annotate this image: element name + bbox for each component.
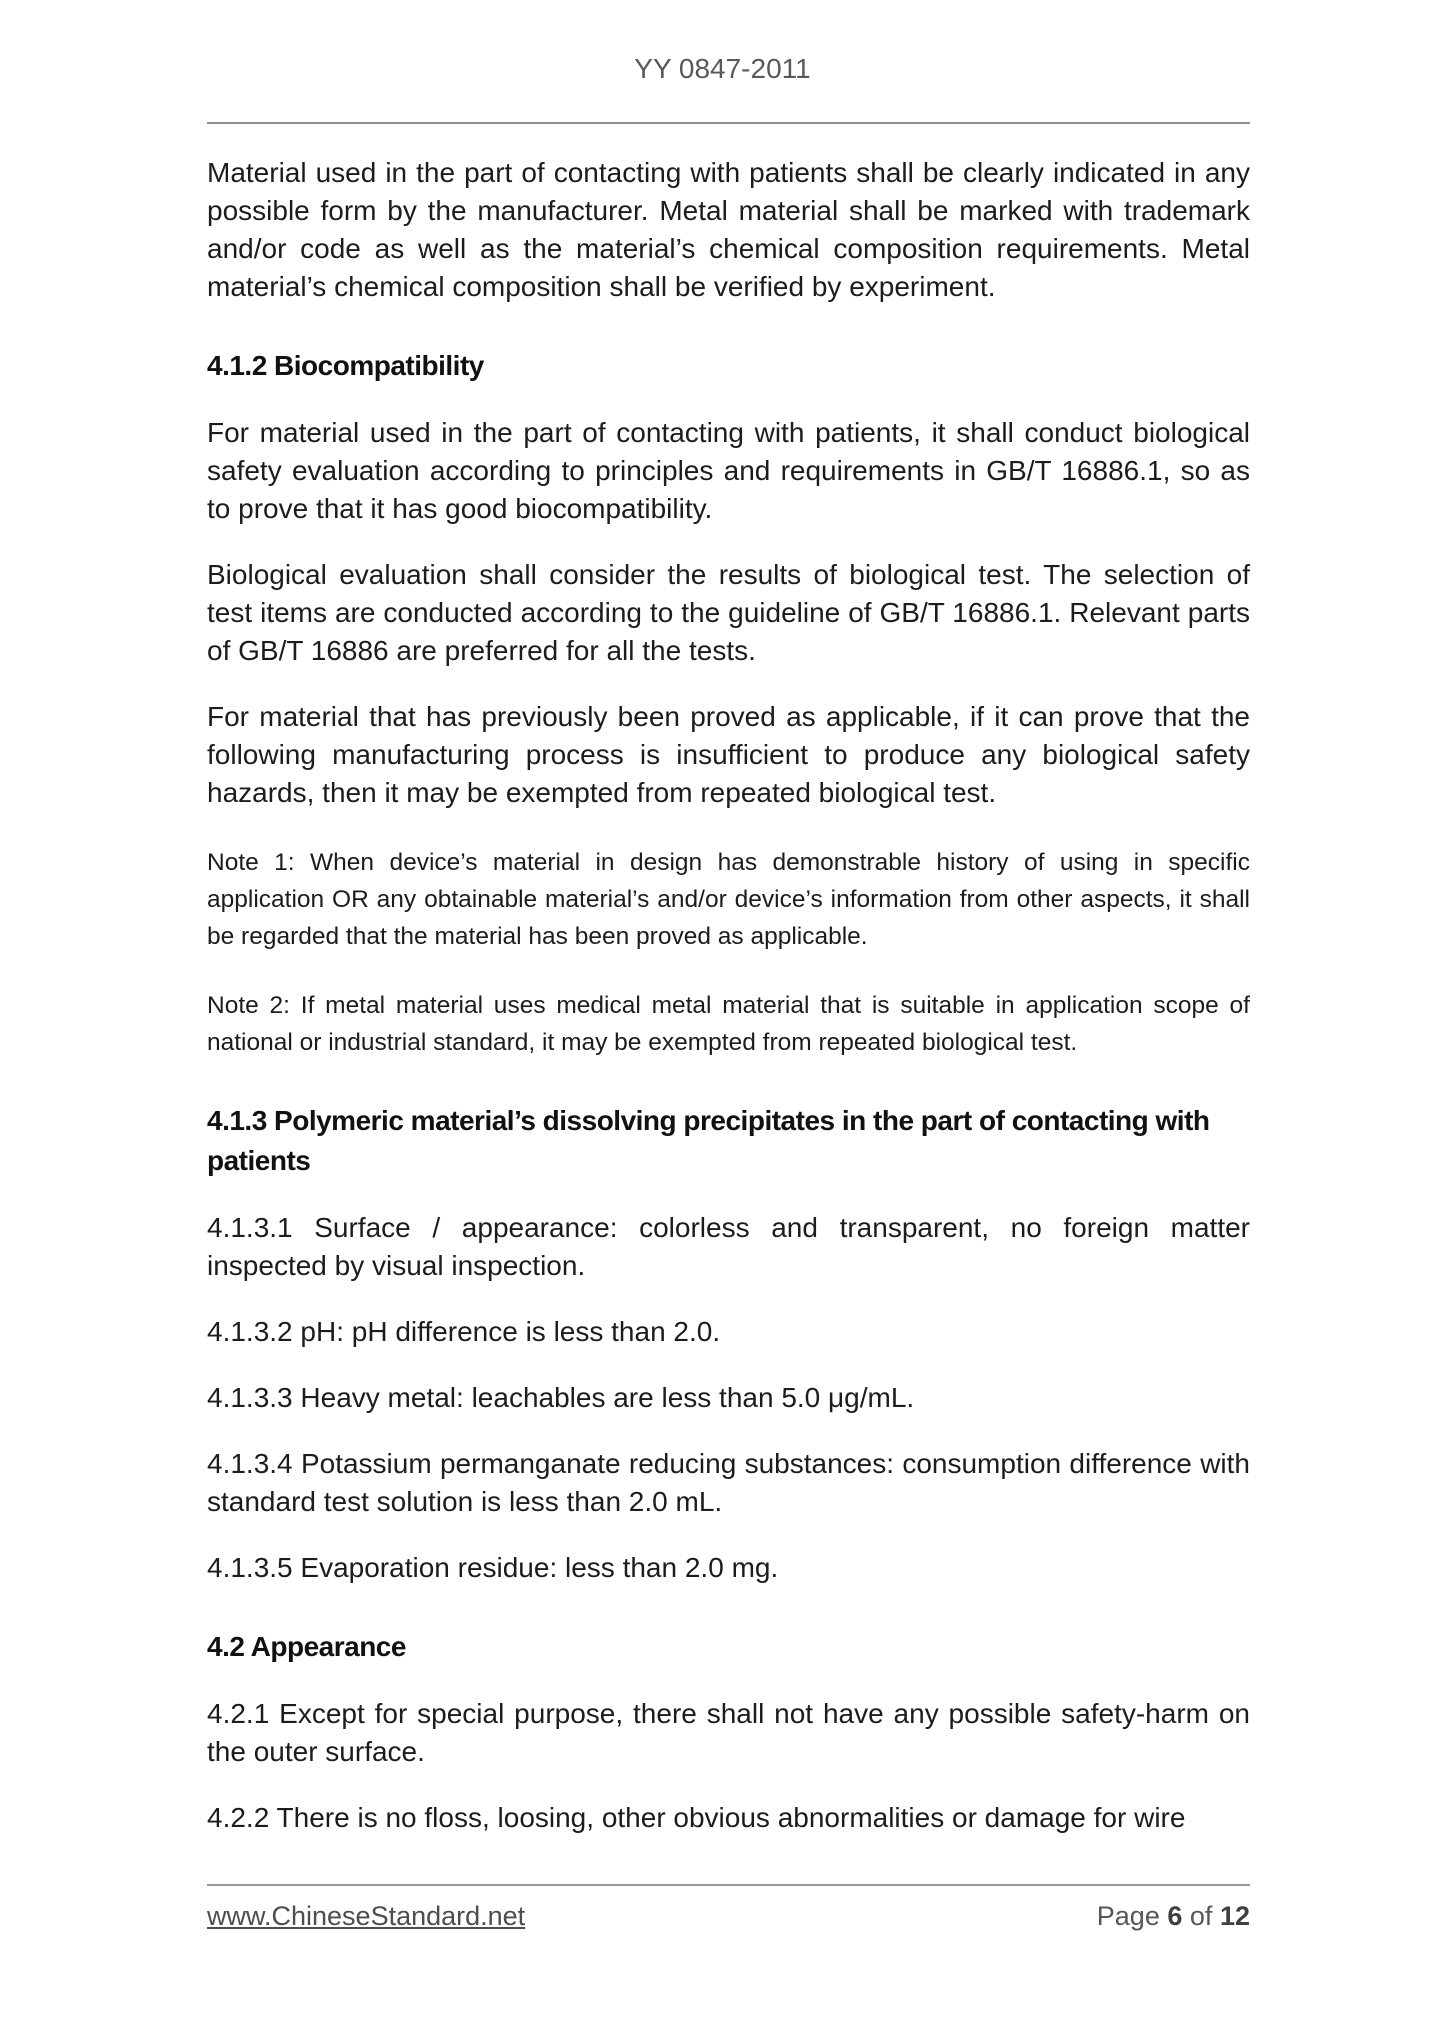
document-body <box>207 154 1250 1837</box>
of-word: of <box>1189 1901 1213 1931</box>
paragraph-proved-applicable: For material that has previously been proved as applicable, if it can prove that the following manufacturing process is insufficient to produce any biological safety hazards, then it may be exempted from repeated biological test. <box>207 701 1250 808</box>
heading-4-1-3-polymeric-precipitates: 4.1.3 Polymeric material’s dissolving precipitates in the part of contacting with patients <box>207 1105 1210 1176</box>
total-pages: 12 <box>1219 1901 1250 1931</box>
note-2: Note 2: If metal material uses medical metal material that is suitable in application scope of national or industrial standard, it may be exempted from repeated biological test. <box>207 992 1250 1056</box>
item-4-1-3-1-surface-appearance: 4.1.3.1 Surface / appearance: colorless and transparent, no foreign matter inspected by visual inspection. <box>207 1212 1250 1281</box>
standard-number-header: YY 0847-2011 <box>634 53 811 84</box>
page-word: Page <box>1096 1901 1160 1931</box>
item-4-1-3-4-potassium-permanganate: 4.1.3.4 Potassium permanganate reducing substances: consumption difference with standard test solution is less than 2.0 mL. <box>207 1448 1250 1517</box>
page-footer <box>207 1884 1250 1932</box>
item-4-1-3-3-heavy-metal: 4.1.3.3 Heavy metal: leachables are less than 5.0 μg/mL. <box>207 1382 915 1413</box>
paragraph-biological-evaluation: Biological evaluation shall consider the results of biological test. The selection of test items are conducted according to the guideline of GB/T 16886.1. Relevant parts of GB/T 16886 are preferred for all the tests. <box>207 559 1250 666</box>
item-4-2-2-wire-abnormalities: 4.2.2 There is no floss, loosing, other obvious abnormalities or damage for wire <box>207 1802 1186 1833</box>
paragraph-material-marking: Material used in the part of contacting with patients shall be clearly indicated in any possible form by the manufacturer. Metal material shall be marked with trademark and/or code as well as the material’s chemical composition requirements. Metal material’s chemical composition shall be verified by experiment. <box>207 157 1250 302</box>
page-number: 6 <box>1167 1901 1183 1931</box>
item-4-2-1-outer-surface: 4.2.1 Except for special purpose, there shall not have any possible safety-harm on the outer surface. <box>207 1698 1250 1767</box>
heading-4-2-appearance: 4.2 Appearance <box>207 1631 406 1662</box>
paragraph-biological-safety: For material used in the part of contacting with patients, it shall conduct biological safety evaluation according to principles and requirements in GB/T 16886.1, so as to prove that it has good biocompatibility. <box>207 417 1250 524</box>
item-4-1-3-5-evaporation-residue: 4.1.3.5 Evaporation residue: less than 2.0 mg. <box>207 1552 779 1583</box>
chinesestandard-link[interactable]: www.ChineseStandard.net <box>207 1901 526 1931</box>
heading-4-1-2-biocompatibility: 4.1.2 Biocompatibility <box>207 350 484 381</box>
header-divider <box>207 122 1250 124</box>
footer-divider <box>207 1884 1250 1886</box>
item-4-1-3-2-ph: 4.1.3.2 pH: pH difference is less than 2.0. <box>207 1316 721 1347</box>
page-indicator <box>1097 1900 1250 1932</box>
note-1: Note 1: When device’s material in design has demonstrable history of using in specific application OR any obtainable material’s and/or device’s information from other aspects, it shall be regarded that the material has been proved as applicable. <box>207 849 1250 950</box>
